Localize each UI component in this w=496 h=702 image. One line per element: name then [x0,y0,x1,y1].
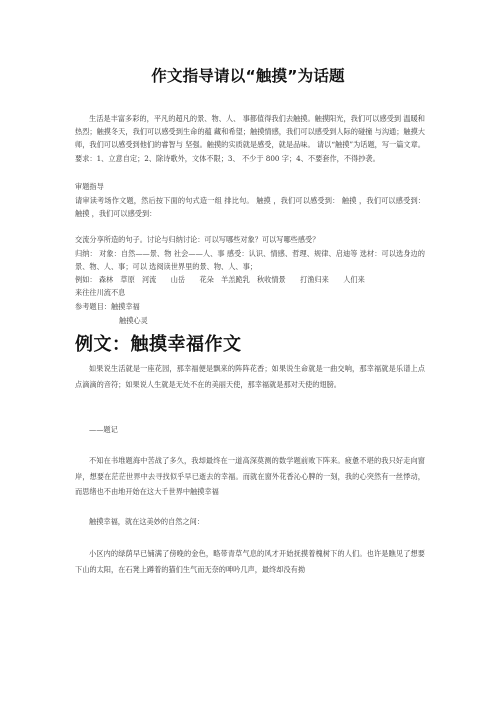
examples-line-2: 来往往川流不息 [75,288,126,297]
essay-title: 例文：触摸幸福作文 [75,334,242,355]
essay-paragraph-2: 不知在书堆题海中苦战了多久，我却最终在一道高深莫测的数学题前败下阵来。疲惫不堪的我只好走向窗岸，想要在茫茫世界中去寻找似乎早已逝去的幸福。而就在窗外花香沁心脾的一刻，我的心突然有一丝悸动，而思绪也不由地开始在这大千世界中触摸幸福 [75,456,425,497]
summary-paragraph: 归纳： 对象：自然——景、物 社会——人、事 感受：认识、情感、哲理、规律、启迪等 选材：可以选身边的景、物、人、事；可以 选阅读世界里的景、物、人、事； [75,249,425,272]
guide-paragraph: 请审读考场作文题，然后按下面的句式造一组 排比句。 触摸 ，我们可以感受到： 触摸 ，我们可以感受到： 触摸 ，我们可以感受到： [75,196,425,219]
intro-paragraph: 生活是丰富多彩的，平凡的超凡的景、物、人、 事都值得我们去触摸。触摸阳光，我们可以感受到 温暖和热烈；触摸冬天，我们可以感受到生命的蕴 藏和希望；触摸情感，我们可以感受到人际的碰撞 与沟通；触摸大师，我们可以感受到他们的睿智与 坚强。触摸的实质就是感受，就是品味。 请以“触摸”为话题，写一篇文章。 要求：1、立意自定；2、除诗歌外，文体不限；3、 不少于 800 字；4、不要套作，不得抄袭。 [75,114,425,163]
examples-line-1: 例如： 森林 草原 河流 山岳 花朵 羊羔跪乳 秋收情景 打渔归来 人们来 [75,275,365,284]
essay-epigraph: ——题记 [89,425,118,434]
essay-paragraph-3: 触摸幸福，就在这美妙的自然之间： [89,517,205,526]
essay-paragraph-1: 如果说生活就是一座花园，那幸福便是飘来的阵阵花香；如果说生命就是一曲交响，那幸福就是乐谱上点点滴滴的音符；如果说人生就是无处不在的美丽天使，那幸福就是那对天使的翅膀。 [75,364,425,389]
reference-heading: 参考题目：触摸幸福 [75,302,140,311]
guide-heading: 审题指导 [75,182,104,191]
reference-title-2: 触摸心灵 [119,316,148,325]
exchange-paragraph: 交流分享所造的句子。讨论与归纳讨论：可以写哪些对象？可以写哪些感受？ [75,235,320,244]
essay-paragraph-4: 小区内的绿荫早已铺满了傍晚的金色，略带青草气息的风才开始抚摸着槐树下的人们。也许是瞧见了想要下山的太阳，在石凳上蹲着的猫们生气而无奈的呻吟几声，最终却没有拗 [75,549,425,574]
page-title: 作文指导请以“触摸”为话题 [151,67,345,85]
